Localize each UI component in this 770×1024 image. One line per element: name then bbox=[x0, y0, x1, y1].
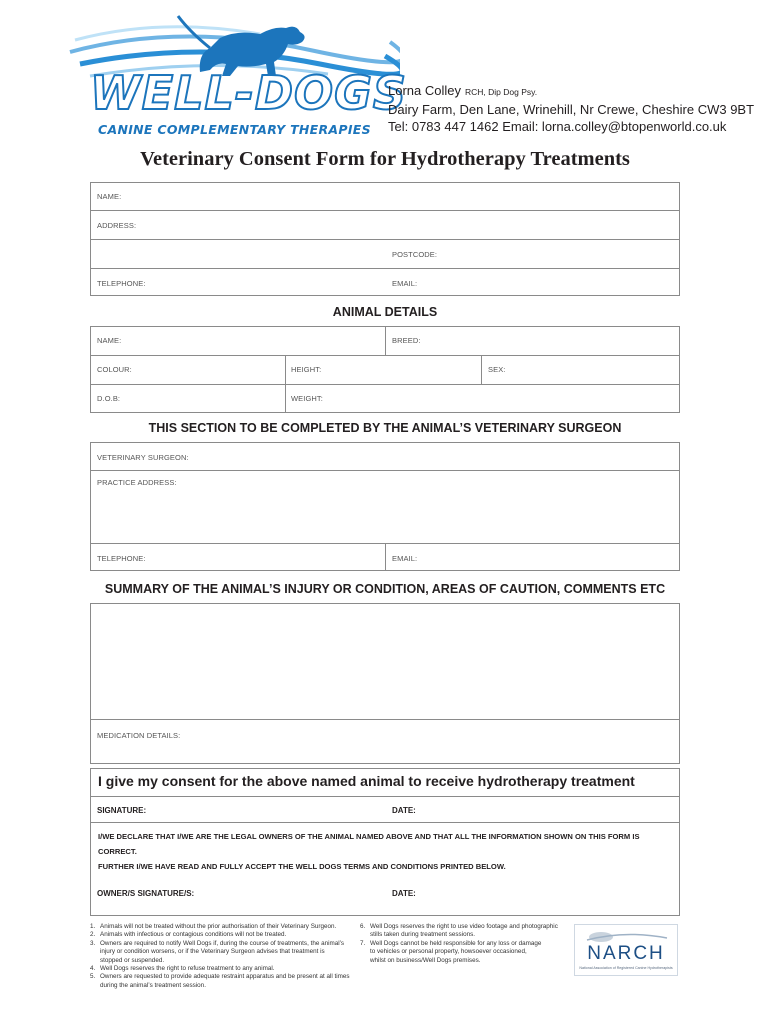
signature-field[interactable]: SIGNATURE: bbox=[97, 806, 147, 815]
vet-surgeon-field[interactable]: VETERINARY SURGEON: bbox=[97, 453, 189, 462]
animal-name-field[interactable]: NAME: bbox=[97, 336, 122, 345]
summary-heading: SUMMARY OF THE ANIMAL’S INJURY OR CONDITION, AREAS OF CAUTION, COMMENTS ETC bbox=[104, 582, 666, 596]
owner-name-field[interactable]: NAME: bbox=[97, 192, 122, 201]
logo-wordmark: WELL-DOGS bbox=[90, 66, 408, 120]
medication-details-field[interactable]: MEDICATION DETAILS: bbox=[97, 731, 181, 740]
animal-colour-field[interactable]: COLOUR: bbox=[97, 365, 132, 374]
animal-weight-field[interactable]: WEIGHT: bbox=[291, 394, 323, 403]
narch-tagline: National Association of Registered Canine Hydrotherapists bbox=[579, 966, 673, 970]
owner-email-field[interactable]: EMAIL: bbox=[392, 279, 418, 288]
animal-height-field[interactable]: HEIGHT: bbox=[291, 365, 322, 374]
animal-details-heading: ANIMAL DETAILS bbox=[332, 305, 438, 319]
terms-right-list bbox=[360, 923, 570, 965]
animal-breed-field[interactable]: BREED: bbox=[392, 336, 421, 345]
consent-statement: I give my consent for the above named animal to receive hydrotherapy treatment bbox=[98, 773, 635, 789]
term-item: 5. Owners are requested to provide adequate restraint apparatus and be present at all times during the animal’s treatment session. bbox=[90, 973, 350, 989]
vet-section-heading: THIS SECTION TO BE COMPLETED BY THE ANIMAL’S VETERINARY SURGEON bbox=[148, 421, 622, 435]
contact-phone-email: Tel: 0783 447 1462 Email: lorna.colley@btopenworld.co.uk bbox=[388, 119, 727, 134]
declaration-line-1: I/WE DECLARE THAT I/WE ARE THE LEGAL OWNERS OF THE ANIMAL NAMED ABOVE AND THAT ALL THE INFORMATION SHOWN ON THIS FORM IS CORRECT. bbox=[98, 832, 640, 856]
owner-postcode-field[interactable]: POSTCODE: bbox=[392, 250, 438, 259]
form-title: Veterinary Consent Form for Hydrotherapy Treatments bbox=[140, 148, 630, 170]
narch-logo bbox=[574, 924, 678, 976]
date-field[interactable]: DATE: bbox=[392, 806, 416, 815]
declaration-line-2: FURTHER I/WE HAVE READ AND FULLY ACCEPT THE WELL DOGS TERMS AND CONDITIONS PRINTED BELOW. bbox=[98, 862, 506, 871]
term-item: 7. Well Dogs cannot be held responsible for any loss or damage to vehicles or personal property, howsoever occasioned, whilst on business/Well Dogs premises. bbox=[360, 939, 542, 964]
owner-date-field[interactable]: DATE: bbox=[392, 889, 416, 898]
practice-address-field[interactable]: PRACTICE ADDRESS: bbox=[97, 478, 177, 487]
animal-sex-field[interactable]: SEX: bbox=[488, 365, 506, 374]
owner-signature-field[interactable]: OWNER/S SIGNATURE/S: bbox=[97, 889, 195, 898]
declaration bbox=[98, 829, 678, 874]
owner-telephone-field[interactable]: TELEPHONE: bbox=[97, 279, 146, 288]
animal-dob-field[interactable]: D.O.B: bbox=[97, 394, 121, 403]
contact-qualifications: RCH, Dip Dog Psy. bbox=[465, 87, 538, 97]
narch-wordmark: NARCH bbox=[587, 943, 665, 964]
owner-address-field[interactable]: ADDRESS: bbox=[97, 221, 137, 230]
vet-telephone-field[interactable]: TELEPHONE: bbox=[97, 554, 146, 563]
term-item: 6. Well Dogs reserves the right to use video footage and photographic stills taken during treatment sessions. bbox=[360, 923, 558, 939]
term-item: 1. Animals will not be treated without the prior authorisation of their Veterinary Surgeon. bbox=[90, 923, 337, 930]
terms-left-list bbox=[90, 923, 360, 990]
term-item: 2. Animals with infectious or contagious conditions will not be treated. bbox=[90, 931, 287, 939]
contact-block bbox=[388, 82, 754, 135]
term-item: 3. Owners are required to notify Well Dogs if, during the course of treatments, the animal’s injury or condition worsens, or if the Veterinary Surgeon advises that treatment is stopped or suspended. bbox=[90, 939, 345, 964]
contact-name: Lorna Colley bbox=[388, 83, 461, 98]
logo-tagline: CANINE COMPLEMENTARY THERAPIES bbox=[98, 122, 371, 137]
vet-email-field[interactable]: EMAIL: bbox=[392, 554, 418, 563]
contact-address: Dairy Farm, Den Lane, Wrinehill, Nr Crewe, Cheshire CW3 9BT bbox=[388, 102, 755, 117]
term-item: 4. Well Dogs reserves the right to refuse treatment to any animal. bbox=[90, 965, 275, 973]
